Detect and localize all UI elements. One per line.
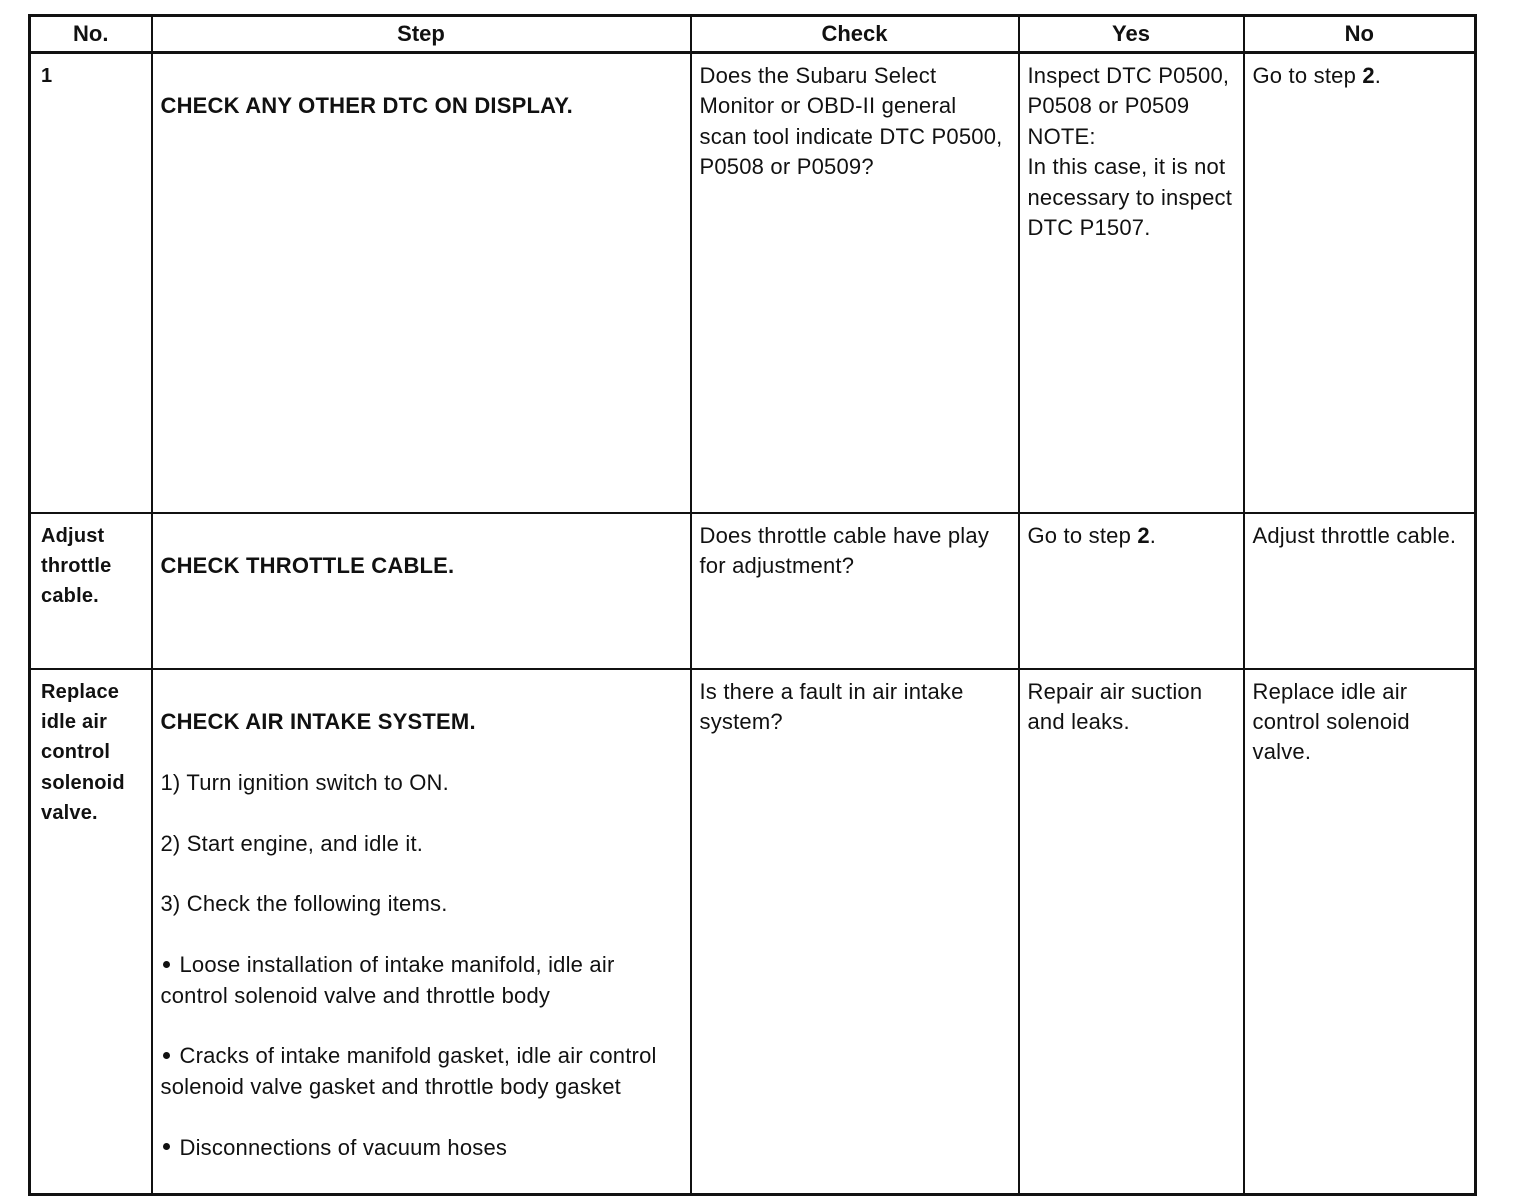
goto-suffix: . xyxy=(1374,63,1382,88)
no-text: Adjust throttle cable. xyxy=(1252,522,1457,548)
bullet-icon xyxy=(163,1143,170,1150)
header-no: No. xyxy=(30,16,152,53)
bullet-icon xyxy=(163,961,170,968)
goto-suffix: . xyxy=(1149,522,1157,548)
bullet-item xyxy=(161,1133,682,1163)
no-cell xyxy=(1244,53,1476,513)
row-number-cell xyxy=(30,53,152,513)
goto-step-number: 2 xyxy=(1137,522,1150,548)
step-instruction: 3) Check the following items. xyxy=(160,891,448,917)
no-cell xyxy=(1244,513,1476,669)
goto-prefix: Go to step xyxy=(1252,63,1363,88)
step-title: CHECK THROTTLE CABLE. xyxy=(160,552,455,578)
check-cell xyxy=(691,513,1019,669)
table-row xyxy=(30,513,1476,669)
header-row xyxy=(30,16,1476,53)
check-cell xyxy=(691,53,1019,513)
header-no-result: No xyxy=(1244,16,1476,53)
header-step: Step xyxy=(152,16,691,53)
check-text: Is there a fault in air intake system? xyxy=(699,678,964,734)
step-cell xyxy=(152,513,691,669)
table-row xyxy=(30,669,1476,1195)
no-cell xyxy=(1244,669,1476,1195)
bullet-icon xyxy=(163,1052,170,1059)
no-text: Replace idle air control solenoid valve. xyxy=(1252,678,1410,765)
step-title: CHECK AIR INTAKE SYSTEM. xyxy=(160,708,476,734)
step-instruction: 2) Start engine, and idle it. xyxy=(160,830,424,856)
row-number-cell xyxy=(30,669,152,1195)
bullet-text: Loose installation of intake manifold, idle air control solenoid valve and throttle body xyxy=(160,952,615,1008)
header-yes: Yes xyxy=(1019,16,1244,53)
no-text xyxy=(1245,54,1475,91)
step-instruction: 1) Turn ignition switch to ON. xyxy=(160,769,449,795)
yes-cell xyxy=(1019,513,1244,669)
bullet-item xyxy=(161,950,682,1011)
check-cell xyxy=(691,669,1019,1195)
goto-step-number: 2 xyxy=(1362,63,1375,88)
step-title: CHECK ANY OTHER DTC ON DISPLAY. xyxy=(160,93,573,119)
yes-text: Inspect DTC P0500, P0508 or P0509 NOTE: In this case, it is not necessary to inspect DTC P1507. xyxy=(1027,63,1233,241)
row-number: Replace idle air control solenoid valve. xyxy=(41,680,125,825)
yes-cell xyxy=(1019,669,1244,1195)
check-text: Does throttle cable have play for adjustment? xyxy=(699,522,990,578)
goto-prefix: Go to step xyxy=(1027,522,1138,548)
bullet-text: Disconnections of vacuum hoses xyxy=(179,1134,508,1160)
step-cell xyxy=(152,669,691,1195)
yes-text: Repair air suction and leaks. xyxy=(1027,678,1203,734)
step-cell xyxy=(152,53,691,513)
header-check: Check xyxy=(691,16,1019,53)
row-number-cell xyxy=(30,513,152,669)
yes-text xyxy=(1020,514,1243,551)
table-row xyxy=(30,53,1476,513)
yes-cell xyxy=(1019,53,1244,513)
check-text: Does the Subaru Select Monitor or OBD-II general scan tool indicate DTC P0500, P0508 or P0509? xyxy=(699,63,1003,180)
diagnostic-table xyxy=(28,14,1477,1196)
row-number: 1 xyxy=(41,65,53,87)
row-number: Adjust throttle cable. xyxy=(41,524,112,608)
bullet-text: Cracks of intake manifold gasket, idle air control solenoid valve gasket and throttle body gasket xyxy=(160,1043,657,1099)
bullet-item xyxy=(161,1041,682,1102)
